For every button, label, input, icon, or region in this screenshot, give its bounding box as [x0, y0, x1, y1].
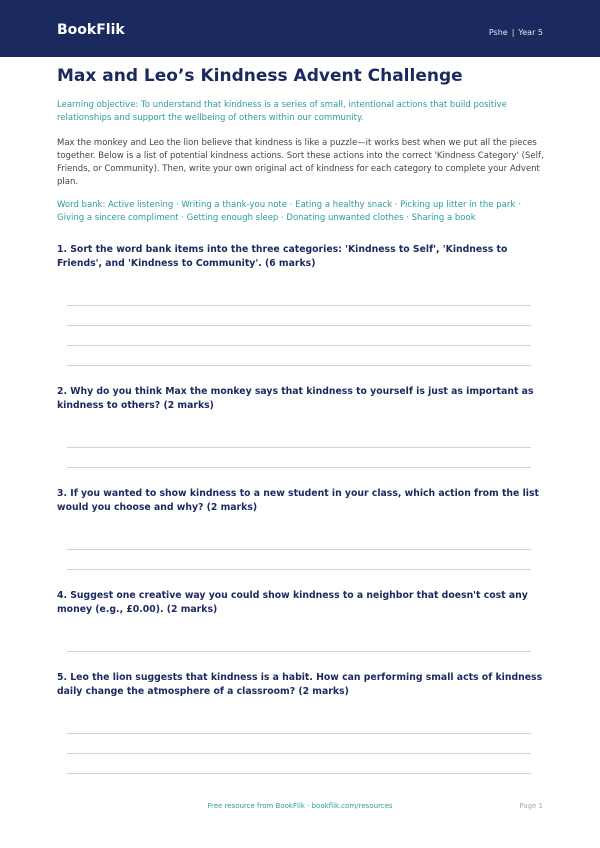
answer-line[interactable] [67, 569, 531, 570]
page-title: Max and Leo’s Kindness Advent Challenge [57, 66, 463, 86]
question-4: 4. Suggest one creative way you could show kindness to a neighbor that doesn't cost any money (e.g., £0.00). (2 marks) [57, 590, 528, 615]
brand-logo: BookFlik [57, 22, 125, 38]
answer-line[interactable] [67, 345, 531, 346]
meta-separator: | [511, 28, 515, 37]
answer-line[interactable] [67, 305, 531, 306]
header-bar [0, 0, 600, 57]
answer-line[interactable] [67, 651, 531, 652]
answer-line[interactable] [67, 325, 531, 326]
learning-objective: Learning objective: To understand that kindness is a series of small, intentional actions that build positive relationships and support the wellbeing of others within our community. [57, 100, 507, 123]
header-meta [489, 28, 543, 37]
answer-line[interactable] [67, 733, 531, 734]
footer-text: Free resource from BookFlik · bookflik.com/resources [207, 802, 393, 810]
answer-line[interactable] [67, 365, 531, 366]
answer-line[interactable] [67, 447, 531, 448]
question-5: 5. Leo the lion suggests that kindness is a habit. How can performing small acts of kindness daily change the atmosphere of a classroom? (2 marks) [57, 672, 543, 697]
answer-line[interactable] [67, 467, 531, 468]
subject-label: Pshe [488, 28, 508, 37]
intro-paragraph: Max the monkey and Leo the lion believe that kindness is like a puzzle—it works best when we put all the pieces together. Below is a list of potential kindness actions. Sort these actions into the correct 'Kindness Category' (Self, Friends, or Community). Then, write your own original act of kindness for each category to complete your Advent plan. [57, 138, 544, 187]
question-3: 3. If you wanted to show kindness to a new student in your class, which action from the list would you choose and why? (2 marks) [57, 488, 539, 513]
year-label: Year 5 [518, 28, 543, 37]
question-2: 2. Why do you think Max the monkey says that kindness to yourself is just as important as kindness to others? (2 marks) [57, 386, 534, 411]
answer-line[interactable] [67, 549, 531, 550]
question-1: 1. Sort the word bank items into the three categories: 'Kindness to Self', 'Kindness to Friends', and 'Kindness to Community'. (6 marks) [57, 244, 508, 269]
page-number: Page 1 [519, 802, 543, 810]
answer-line[interactable] [67, 773, 531, 774]
answer-line[interactable] [67, 753, 531, 754]
word-bank: Word bank: Active listening · Writing a thank-you note · Eating a healthy snack · Picking up litter in the park · Giving a sincere compliment · Getting enough sleep · Donating unwanted clothes · Sharing a book [57, 200, 521, 223]
